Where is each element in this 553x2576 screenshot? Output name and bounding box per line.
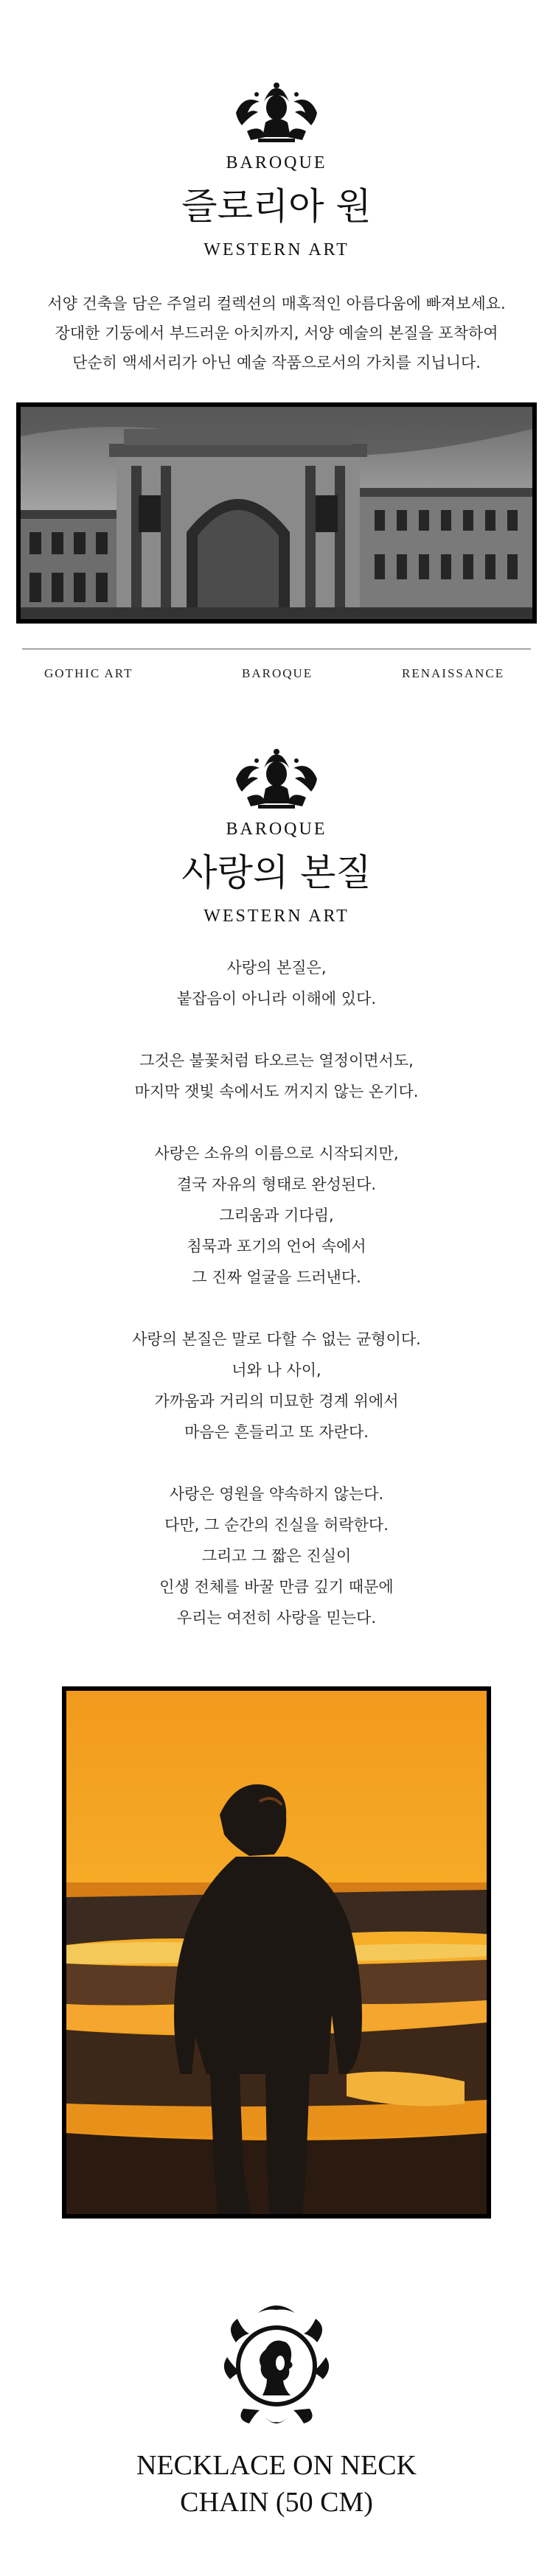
section-title: 즐로리아 원: [181, 185, 372, 228]
crest-middle: [221, 746, 332, 812]
poem-line: 그리움과 기다림,: [219, 1207, 334, 1224]
nav-item-baroque[interactable]: BAROQUE: [242, 666, 313, 680]
poem-line: 결국 자유의 형태로 완성된다.: [176, 1176, 377, 1193]
poem-line: 마지막 잿빛 속에서도 꺼지지 않는 온기다.: [134, 1083, 419, 1100]
description-line: 서양 건축을 담은 주얼리 컬렉션의 매혹적인 아름다움에 빠져보세요.: [47, 295, 506, 313]
section-eyebrow: BAROQUE: [226, 153, 327, 172]
description-line: 장대한 기둥에서 부드러운 아치까지, 서양 예술의 본질을 포착하여: [55, 324, 498, 342]
poem-line: 사랑의 본질은 말로 다할 수 없는 균형이다.: [132, 1330, 421, 1348]
section-description: [0, 289, 553, 377]
poem-stanza: [0, 1138, 553, 1293]
sunset-painting: [62, 1686, 491, 2219]
poem-line: 사랑의 본질은,: [226, 959, 327, 977]
poem-stanza: [0, 1045, 553, 1107]
nav-item-gothic-art[interactable]: GOTHIC ART: [44, 666, 133, 680]
description-line: 단순히 액세서리가 아닌 예술 작품으로서의 가치를 지닙니다.: [72, 354, 481, 371]
section-eyebrow: BAROQUE: [226, 820, 327, 839]
poem-line: 다만, 그 순간의 진실을 허락한다.: [164, 1516, 389, 1534]
nav-item-renaissance[interactable]: RENAISSANCE: [402, 666, 505, 680]
poem-stanza: [0, 1479, 553, 1633]
product-title-line: CHAIN (50 CM): [180, 2487, 373, 2518]
poem-line: 그리고 그 짧은 진실이: [201, 1547, 352, 1565]
poem-stanza: [0, 1324, 553, 1448]
baroque-arch-building-photo: [21, 407, 532, 619]
poem-line: 마음은 흔들리고 또 자란다.: [184, 1423, 369, 1441]
poem-line: 그 진짜 얼굴을 드러낸다.: [192, 1268, 361, 1286]
poem-stanza: [0, 952, 553, 1014]
baroque-medallion-portrait-icon: [214, 2298, 339, 2431]
medallion: [214, 2298, 339, 2431]
section-subtitle: WESTERN ART: [204, 907, 349, 926]
section-subtitle: WESTERN ART: [204, 240, 349, 259]
man-facing-sunset-sea-painting: [66, 1691, 487, 2214]
poem-line: 우리는 여전히 사랑을 믿는다.: [176, 1609, 377, 1627]
baroque-bust-crest-icon: [221, 746, 332, 812]
poem-line: 인생 전체를 바꿀 만큼 깊기 때문에: [159, 1578, 394, 1596]
baroque-bust-crest-icon: [221, 80, 332, 146]
poem-line: 가까움과 거리의 미묘한 경계 위에서: [154, 1392, 399, 1410]
poem-line: 사랑은 영원을 약속하지 않는다.: [169, 1485, 384, 1503]
poem-line: 침묵과 포기의 언어 속에서: [187, 1238, 366, 1255]
section-title: 사랑의 본질: [181, 851, 372, 894]
poem-line: 너와 나 사이,: [232, 1361, 321, 1379]
poem-line: 붙잡음이 아니라 이해에 있다.: [176, 990, 377, 1008]
crest-top: [221, 80, 332, 146]
product-title-line: NECKLACE ON NECK: [136, 2450, 417, 2481]
poem-line: 그것은 불꽃처럼 타오르는 열정이면서도,: [139, 1052, 414, 1069]
architecture-photo: [16, 402, 537, 624]
poem-line: 사랑은 소유의 이름으로 시작되지만,: [154, 1145, 399, 1162]
product-title: [0, 2447, 553, 2521]
category-nav: [0, 666, 553, 688]
poem-text: [0, 952, 553, 1633]
